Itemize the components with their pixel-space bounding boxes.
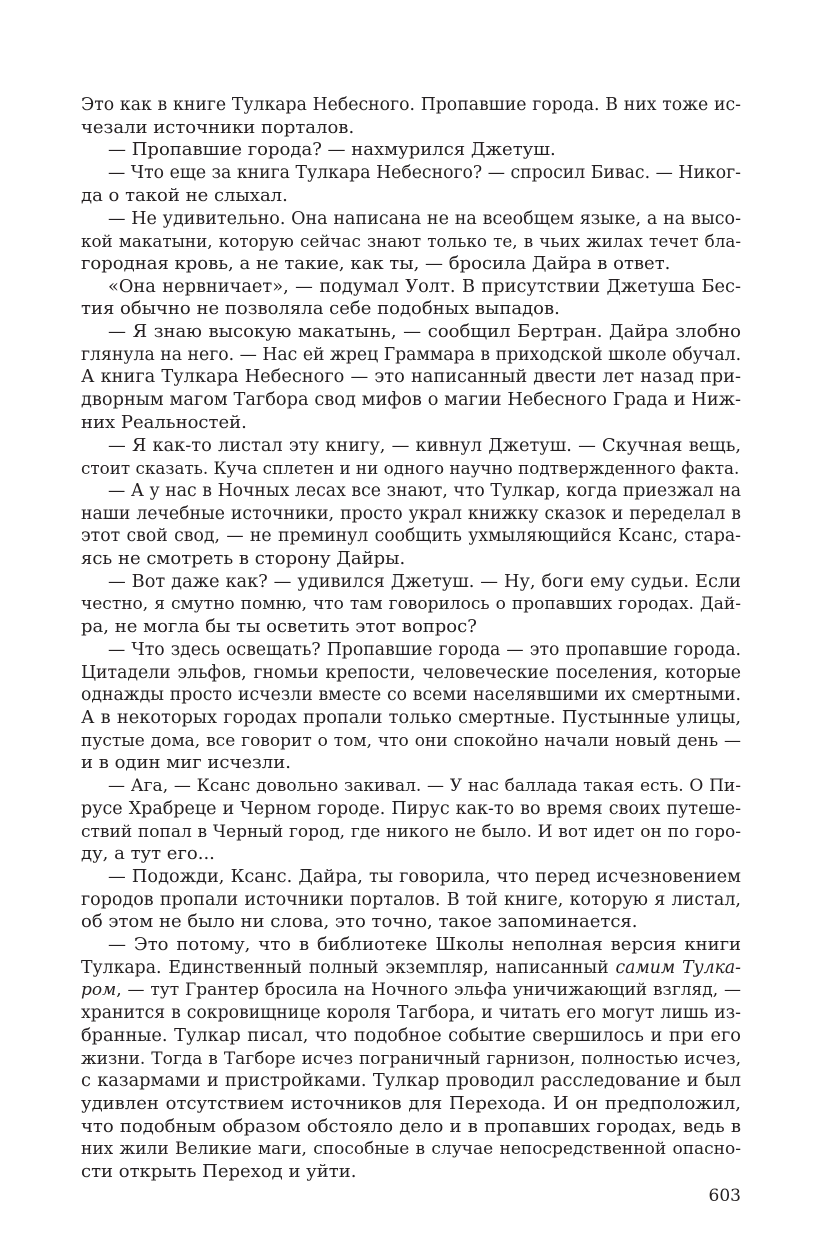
line-text: — Что здесь освещать? Пропавшие города — это пропавшие города. (108, 639, 741, 660)
text-line (81, 253, 741, 276)
line-text: них жили Великие маги, способные в случае непосредственной опасно- (81, 1139, 741, 1160)
text-line (81, 957, 741, 980)
text-line (81, 503, 741, 526)
line-text: стоит сказать. Куча сплетен и ни одного научно подтвержденного факта. (81, 458, 740, 479)
line-text: ясь не смотреть в сторону Дайры. (81, 548, 406, 570)
line-text: «Она нервничает», — подумал Уолт. В присутствии Джетуша Бес- (108, 276, 741, 297)
line-text: сти открыть Переход и уйти. (81, 1161, 357, 1183)
text-line (81, 139, 741, 162)
text-line (81, 1025, 741, 1048)
text-line (81, 412, 741, 435)
text-line (81, 616, 741, 639)
text-line (81, 707, 741, 730)
text-line (81, 162, 741, 185)
line-text: честно, я смутно помню, что там говорилось о пропавших городах. Дай- (81, 594, 741, 615)
text-line (81, 344, 741, 367)
text-line (81, 775, 741, 798)
text-line (81, 94, 741, 117)
text-line (81, 480, 741, 503)
text-line (81, 1002, 741, 1025)
line-text: — Я как-то листал эту книгу, — кивнул Джетуш. — Скучная вещь, (108, 435, 741, 456)
line-text: жизни. Тогда в Тагборе исчез пограничный гарнизон, полностью исчез, (81, 1048, 741, 1069)
text-line (81, 1116, 741, 1139)
line-text: — Я знаю высокую макатынь, — сообщил Бертран. Дайра злобно (108, 321, 741, 343)
line-text: и в один миг исчезли. (81, 752, 291, 774)
text-line (81, 435, 741, 458)
line-text: — Пропавшие города? — нахмурился Джетуш. (108, 139, 556, 161)
line-text: с казармами и пристройками. Тулкар проводил расследование и был (81, 1071, 741, 1092)
line-text: ра, не могла бы ты осветить этот вопрос? (81, 616, 477, 638)
line-text: ствий попал в Черный город, где никого не было. И вот идет он по горо- (81, 821, 741, 842)
text-line (81, 593, 741, 616)
text-line (81, 1070, 741, 1093)
text-line (81, 389, 741, 412)
italic-text: самим Тулка- (615, 957, 741, 978)
text-line (81, 1093, 741, 1116)
line-text: да о такой не слыхал. (81, 184, 288, 206)
line-text: хранится в сокровищнице короля Тагбора, и читать его могут лишь из- (81, 1003, 741, 1024)
italic-text: ром (81, 980, 117, 1001)
line-text: — Подожди, Ксанс. Дайра, ты говорила, что перед исчезновением (108, 866, 741, 887)
text-line (81, 821, 741, 844)
line-text: об этом не было ни слова, это точно, такое запоминается. (81, 911, 638, 933)
text-line (81, 889, 741, 912)
text-line (81, 525, 741, 548)
line-text: кой макатыни, которую сейчас знают только те, в чьих жилах течет бла- (81, 231, 741, 252)
line-text: А в некоторых городах пропали только смертные. Пустынные улицы, (81, 707, 741, 728)
text-line (81, 752, 741, 775)
text-line (81, 548, 741, 571)
line-text: чезали источники порталов. (81, 116, 355, 138)
text-line (81, 798, 741, 821)
text-line (81, 457, 741, 480)
text-line (81, 934, 741, 957)
text-line (81, 1138, 741, 1161)
line-text: , — тут Грантер бросила на Ночного эльфа уничижающий взгляд, — (116, 980, 741, 1001)
line-text: дворным магом Тагбора свод мифов о магии Небесного Града и Ниж- (81, 390, 741, 411)
text-line (81, 1048, 741, 1071)
text-line (81, 321, 741, 344)
line-text: русе Храбреце и Черном городе. Пирус как-то во время своих путеше- (81, 798, 741, 819)
text-line (81, 639, 741, 662)
body-text (81, 94, 741, 1184)
line-text: бранные. Тулкар писал, что подобное событие свершилось и при его (81, 1025, 741, 1046)
text-line (81, 208, 741, 231)
line-text: удивлен отсутствием источников для Перехода. И он предположил, (81, 1092, 741, 1114)
text-line (81, 571, 741, 594)
line-text: — А у нас в Ночных лесах все знают, что Тулкар, когда приезжал на (108, 480, 741, 501)
line-text: А книга Тулкара Небесного — это написанный двести лет назад при- (81, 367, 741, 388)
line-text: ду, а тут его... (81, 843, 215, 865)
text-line (81, 911, 741, 934)
text-line (81, 730, 741, 753)
line-text: них Реальностей. (81, 411, 247, 433)
line-text: глянула на него. — Нас ей жрец Граммара в приходской школе обучал. (81, 344, 742, 365)
line-text: что подобным образом обстояло дело и в пропавших городах, ведь в (81, 1115, 741, 1137)
line-text: тия обычно не позволяла себе подобных выпадов. (81, 298, 560, 320)
line-text: городов пропали источники порталов. В той книге, которую я листал, (81, 889, 741, 910)
line-text: — Это потому, что в библиотеке Школы неполная версия книги (108, 934, 741, 956)
line-text: — Вот даже как? — удивился Джетуш. — Ну, боги ему судьи. Если (108, 571, 741, 592)
page-number: 603 (708, 1186, 741, 1206)
line-text: — Не удивительно. Она написана не на всеобщем языке, а на высо- (108, 208, 741, 229)
line-text: — Ага, — Ксанс довольно закивал. — У нас баллада такая есть. О Пи- (108, 776, 741, 797)
line-text: пустые дома, все говорит о том, что они спокойно начали новый день — (81, 730, 741, 751)
line-text: Это как в книге Тулкара Небесного. Пропавшие города. В них тоже ис- (81, 95, 741, 115)
text-line (81, 843, 741, 866)
line-text: однажды просто исчезли вместе со всеми населявшими их смертными. (81, 685, 741, 706)
line-text: этот свой свод, — не преминул сообщить ухмыляющийся Ксанс, стара- (81, 526, 741, 547)
text-line (81, 298, 741, 321)
line-text: Тулкара. Единственный полный экземпляр, написанный (81, 957, 616, 978)
line-text: — Что еще за книга Тулкара Небесного? — спросил Бивас. — Никог- (108, 163, 741, 184)
text-line (81, 366, 741, 389)
text-line (81, 979, 741, 1002)
line-text: городная кровь, а не такие, как ты, — бросила Дайра в ответ. (81, 252, 671, 274)
text-line (81, 866, 741, 889)
line-text: наши лечебные источники, просто украл книжку сказок и переделал в (81, 503, 741, 524)
text-line (81, 684, 741, 707)
text-line (81, 662, 741, 685)
text-line (81, 230, 741, 253)
text-line (81, 117, 741, 140)
line-text: Цитадели эльфов, гномьи крепости, человеческие поселения, которые (81, 662, 741, 683)
text-line (81, 276, 741, 299)
text-line (81, 1161, 741, 1184)
text-line (81, 185, 741, 208)
